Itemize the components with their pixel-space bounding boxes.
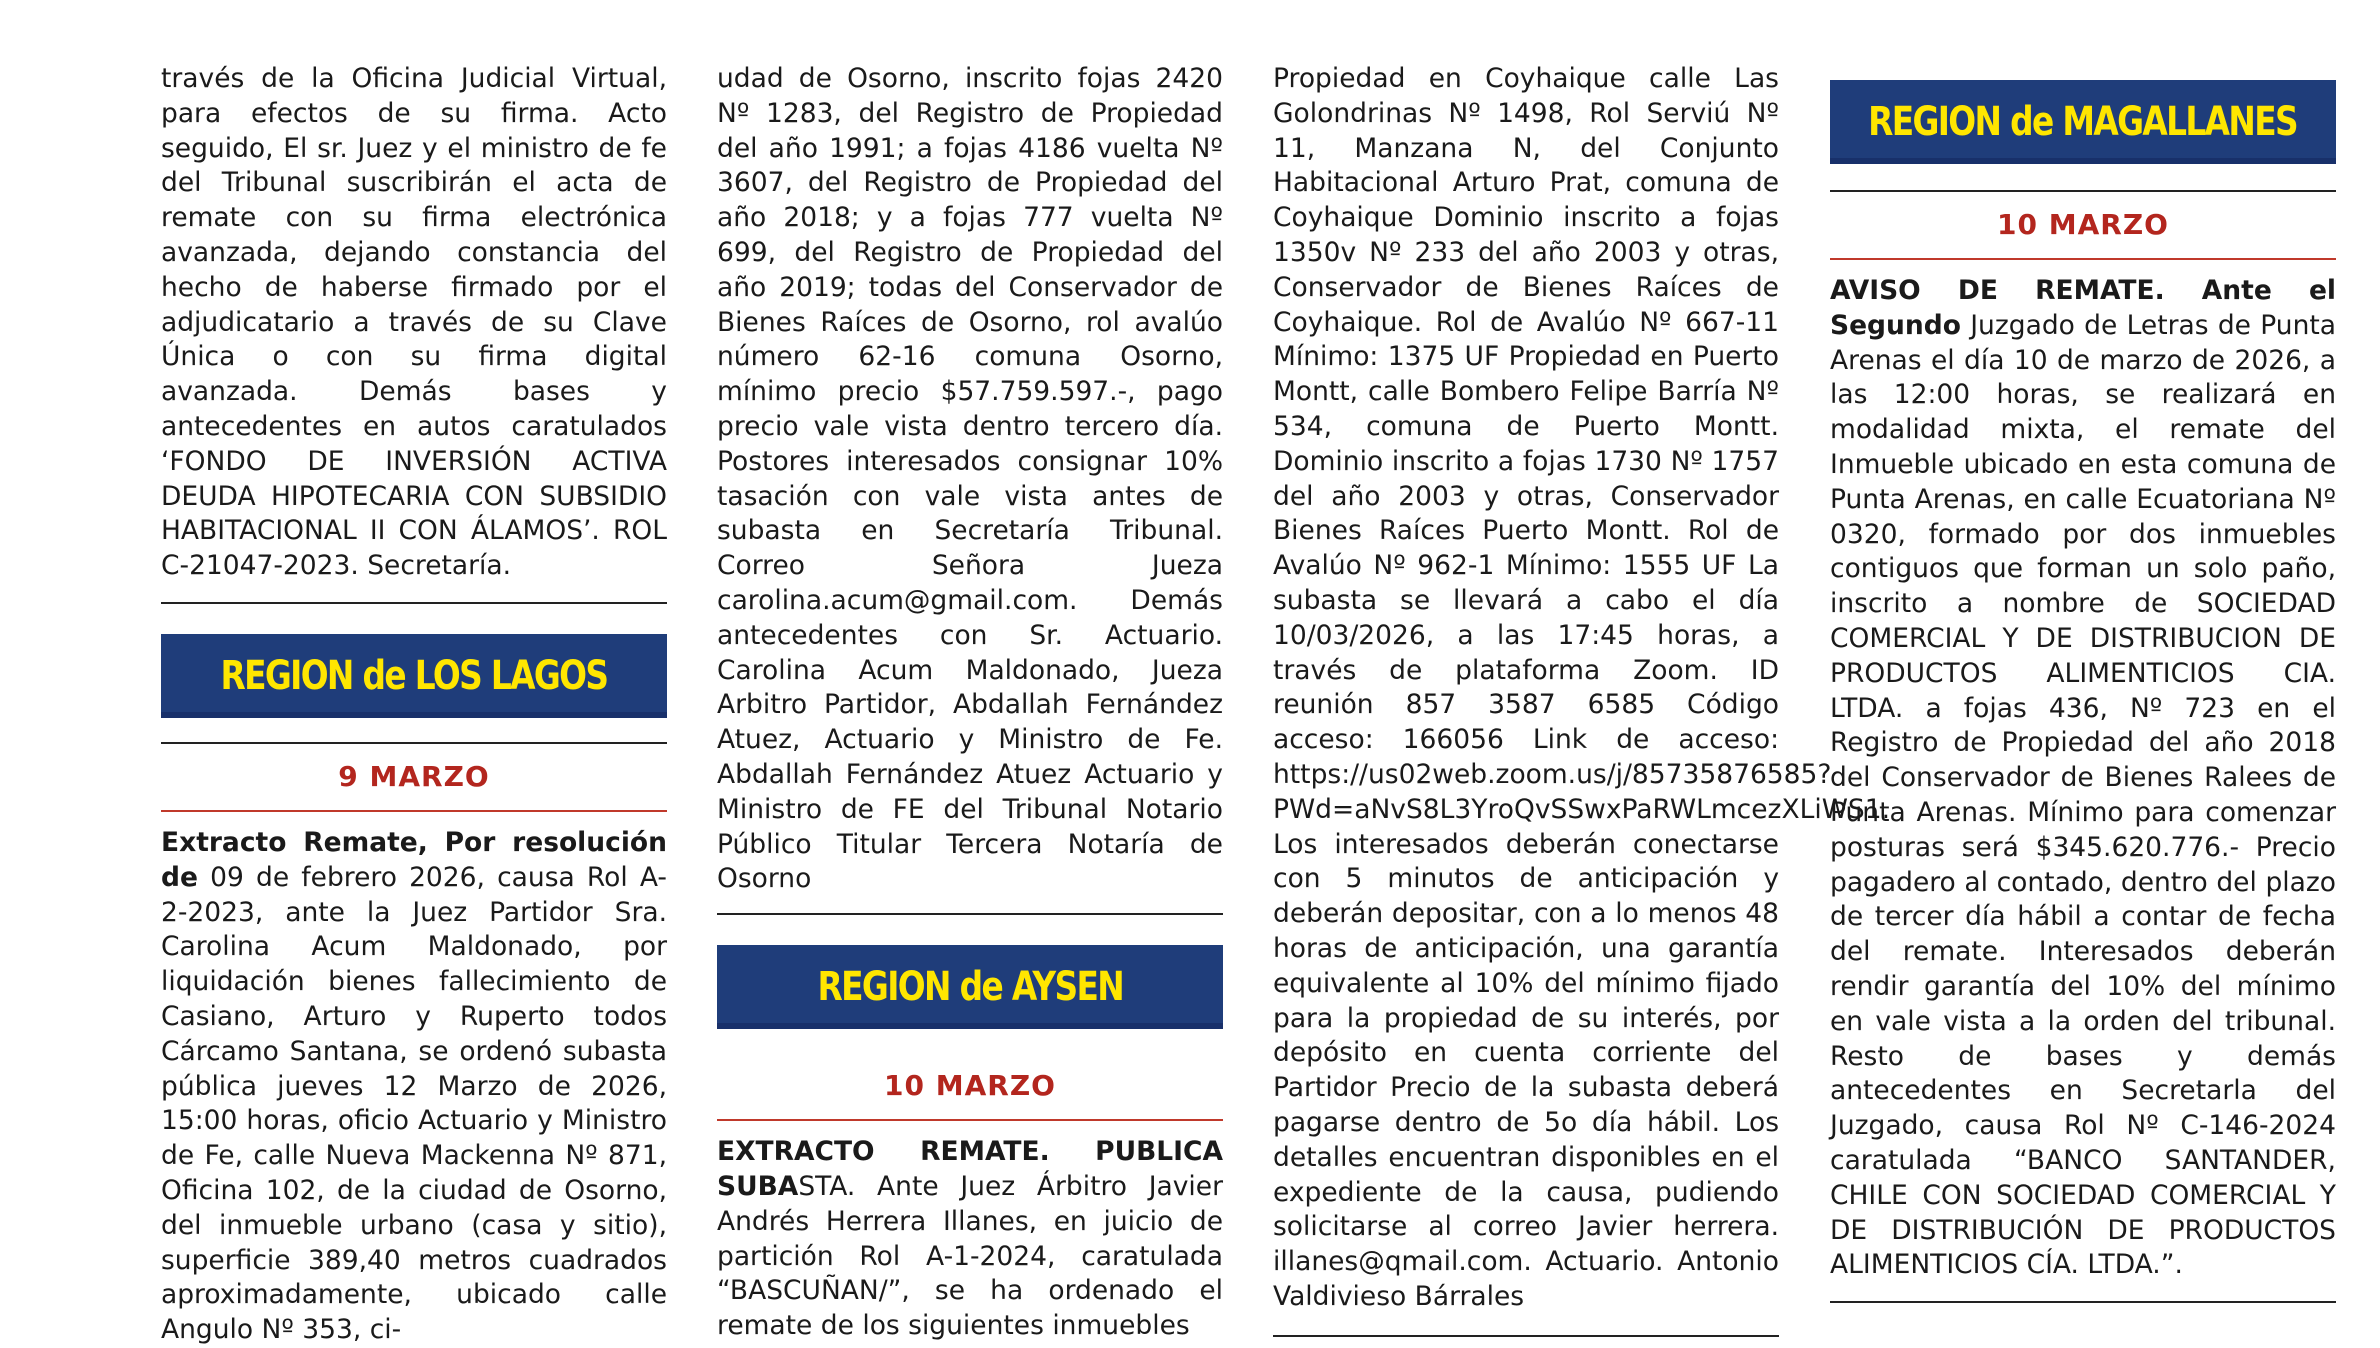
region-banner-los-lagos [161,634,667,718]
notice-lead: EXTRACTO REMATE. PUBLICA SUBA [717,1136,1223,1202]
notice-text [717,1135,1223,1344]
column-2 [717,0,1223,1344]
region-banner-label: REGION de MAGALLANES [1868,99,2298,145]
region-banner-aysen [717,945,1223,1029]
divider [1830,1301,2336,1303]
region-banner-label: REGION de LOS LAGOS [220,652,608,699]
notice-continuation-text: través de la Oficina Judicial Virtual, para efectos de su firma. Acto seguido, El sr. Juez y el ministro de fe del Tribunal suscribirán el acta de remate con su firma electrónica avanzada, dejando constancia del hecho de haberse firmado por el adjudicatario a través de su Clave Única o con su firma digital avanzada. Demás bases y antecedentes en autos caratulados ‘FONDO DE INVERSIÓN ACTIVA DEUDA HIPOTECARIA CON SUBSIDIO HABITACIONAL II CON ÁLAMOS’. ROL C-21047-2023. Secretaría. [161,63,667,582]
notice-continuation-text: Propiedad en Coyhaique calle Las Golondrinas Nº 1498, Rol Serviú Nº 11, Manzana N, del Conjunto Habitacional Arturo Prat, comuna de Coyhaique Dominio inscrito a fojas 1350v Nº 233 del año 2003 y otras, Conservador de Bienes Raíces de Coyhaique. Rol de Avalúo Nº 667-11 Mínimo: 1375 UF Propiedad en Puerto Montt, calle Bombero Felipe Barría Nº 534, comuna de Puerto Montt. Dominio inscrito a fojas 1730 Nº 1757 del año 2003 y otras, Conservador Bienes Raíces Puerto Montt. Rol de Avalúo Nº 962-1 Mínimo: 1555 UF La subasta se llevará a cabo el día 10/03/2026, a las 17:45 horas, a través de plataforma Zoom. ID reunión 857 3587 6585 Código acceso: 166056 Link de acceso: https://us02web.zoom.us/j/85735876585?PWd=aNvS8L3YroQvSSwxPaRWLmcezXLiWS1. Los interesados deberán conectarse con 5 minutos de anticipación y deberán depositar, con a lo menos 48 horas de anticipación, una garantía equivalente al 10% del mínimo fijado para la propiedad de su interés, por depósito en cuenta corriente del Partidor Precio de la subasta deberá pagarse dentro de 5o día hábil. Los detalles encuentran disponibles en el expediente de la causa, pudiendo solicitarse al correo Javier herrera. illanes@qmail.com. Actuario. Antonio Valdivieso Bárrales [1273,63,1891,1312]
notice-body: Juzgado de Letras de Punta Arenas el día 10 de marzo de 2026, a las 12:00 horas, se realizará en modalidad mixta, el remate del Inmueble ubicado en esta comuna de Punta Arenas, en calle Ecuatoriana Nº 0320, formado por dos inmuebles contiguos que forman un solo paño, inscrito a nombre de SOCIEDAD COMERCIAL Y DE DISTRIBUCION DE PRODUCTOS ALIMENTICIOS CIA. LTDA. a fojas 436, Nº 723 en el Registro de Propiedad del año 2018 del Conservador de Bienes Ralees de Punta Arenas. Mínimo para comenzar posturas será $345.620.776.- Precio pagadero al contado, dentro del plazo de tercer día hábil a contar de fecha del remate. Interesados deberán rendir garantía del 10% del mínimo en vale vista a la orden del tribunal. Resto de bases y demás antecedentes en Secretarla del Juzgado, causa Rol Nº C-146-2024 caratulada “BANCO SANTANDER, CHILE CON SOCIEDAD COMERCIAL Y DE DISTRIBUCIÓN DE PRODUCTOS ALIMENTICIOS CÍA. LTDA.”. [1830,309,2336,1281]
notice-continuation-text: udad de Osorno, inscrito fojas 2420 Nº 1283, del Registro de Propiedad del año 1991; a fojas 4186 vuelta Nº 3607, del Registro de Propiedad del año 2018; y a fojas 777 vuelta Nº 699, del Registro de Propiedad del año 2019; todas del Conservador de Bienes Raíces de Osorno, rol avalúo número 62-16 comuna Osorno, mínimo precio $57.759.597.-, pago precio vale vista dentro tercero día. Postores interesados consignar 10% tasación con vale vista antes de subasta en Secretaría Tribunal. Correo Señora Jueza carolina.acum@gmail.com. Demás antecedentes con Sr. Actuario. Carolina Acum Maldonado, Jueza Arbitro Partidor, Abdallah Fernández Atuez, Actuario y Ministro de Fe. Abdallah Fernández Atuez Actuario y Ministro de FE del Tribunal Notario Público Titular Tercera Notaría de Osorno [717,63,1223,895]
date-heading: 10 MARZO [1997,208,2169,241]
region-banner-magallanes [1830,80,2336,164]
notice-lead: Extracto Remate, Por resolución de [161,826,667,893]
date-heading: 10 MARZO [884,1069,1056,1103]
region-banner-label: REGION de AYSEN [817,964,1123,1011]
column-3 [1273,0,1891,1337]
column-1 [161,0,667,1348]
divider [1273,1335,1779,1337]
notice-body: STA. Ante Juez Árbitro Javier Andrés Herrera Illanes, en juicio de partición Rol A-1-2024, caratulada “BASCUÑAN/”, se ha ordenado el remate de los siguientes inmuebles [717,1170,1223,1342]
notice-text [161,826,667,1348]
notice-body: 09 de febrero 2026, causa Rol A-2-2023, ante la Juez Partidor Sra. Carolina Acum Maldonado, por liquidación bienes fallecimiento de Casiano, Arturo y Ruperto todos Cárcamo Santana, se ordenó subasta pública jueves 12 Marzo de 2026, 15:00 horas, oficio Actuario y Ministro de Fe, calle Nueva Mackenna Nº 871, Oficina 102, de la ciudad de Osorno, del inmueble urbano (casa y sitio), superficie 389,40 metros cuadrados aproximadamente, ubicado calle Angulo Nº 353, ci- [161,861,667,1346]
date-heading: 9 MARZO [338,759,490,793]
column-4 [1830,0,2336,1303]
notice-lead: AVISO DE REMATE. Ante el Segundo [1830,275,2336,341]
notice-text [1830,274,2336,1283]
